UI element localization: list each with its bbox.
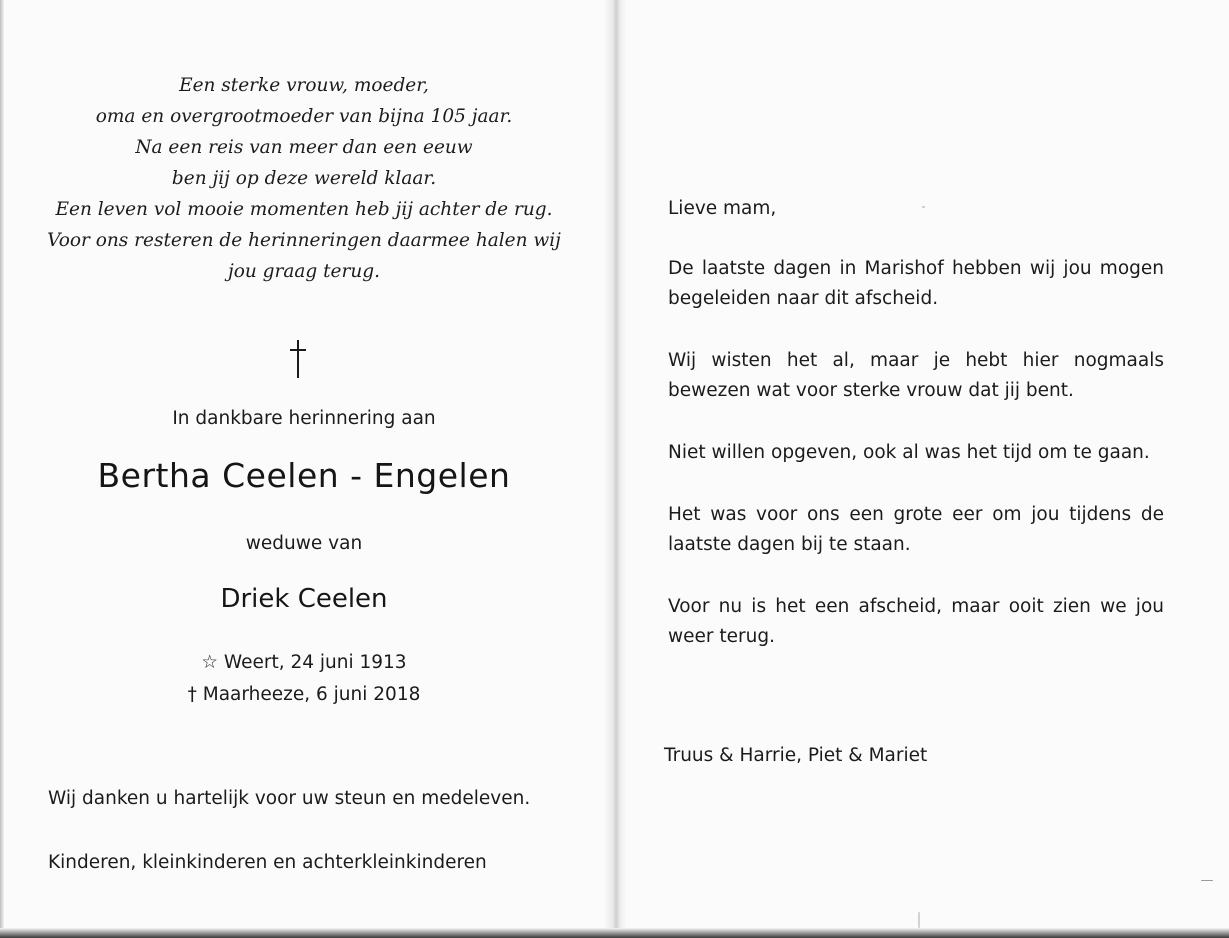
poem	[4, 70, 604, 287]
poem-line: Na een reis van meer dan een eeuw	[135, 137, 473, 158]
letter-signature: Truus & Harrie, Piet & Mariet	[664, 745, 928, 766]
poem-line: jou graag terug.	[227, 261, 380, 282]
poem-line: Een sterke vrouw, moeder,	[179, 75, 429, 96]
letter-paragraph: Wij wisten het al, maar je hebt hier nogmaals bewezen wat voor sterke vrouw dat jij bent.	[668, 350, 1164, 401]
card-fold	[604, 0, 626, 930]
paper-speck	[922, 206, 925, 208]
letter-paragraph: Niet willen opgeven, ook al was het tijd om te gaan.	[668, 442, 1150, 463]
letter-paragraph: De laatste dagen in Marishof hebben wij jou mogen begeleiden naar dit afscheid.	[668, 258, 1164, 309]
death-date: † Maarheeze, 6 juni 2018	[187, 684, 421, 705]
deceased-name: Bertha Ceelen - Engelen	[97, 456, 511, 495]
paper-speck	[918, 912, 920, 928]
thanks-text: Wij danken u hartelijk voor uw steun en medeleven.	[48, 788, 531, 809]
family-signature: Kinderen, kleinkinderen en achterkleinkinderen	[48, 852, 487, 873]
poem-line: Voor ons resteren de herinneringen daarmee halen wij	[47, 230, 561, 251]
poem-line: ben jij op deze wereld klaar.	[171, 168, 437, 189]
right-page	[626, 0, 1229, 928]
letter-paragraph: Voor nu is het een afscheid, maar ooit zien we jou weer terug.	[668, 596, 1164, 647]
birth-date: ☆ Weert, 24 juni 1913	[201, 652, 407, 673]
widow-of-label: weduwe van	[245, 533, 363, 554]
poem-line: oma en overgrootmoeder van bijna 105 jaar.	[95, 106, 513, 127]
letter-paragraph: Het was voor ons een grote eer om jou tijdens de laatste dagen bij te staan.	[668, 504, 1164, 555]
poem-line: Een leven vol mooie momenten heb jij achter de rug.	[55, 199, 553, 220]
left-page	[4, 0, 604, 928]
letter	[668, 194, 1164, 684]
letter-salutation: Lieve mam,	[668, 198, 777, 219]
card-bottom-edge	[0, 928, 1229, 938]
memorial-intro: In dankbare herinnering aan	[172, 408, 436, 429]
latin-cross-icon	[288, 340, 308, 378]
paper-speck	[1201, 880, 1213, 881]
husband-name: Driek Ceelen	[220, 584, 388, 614]
